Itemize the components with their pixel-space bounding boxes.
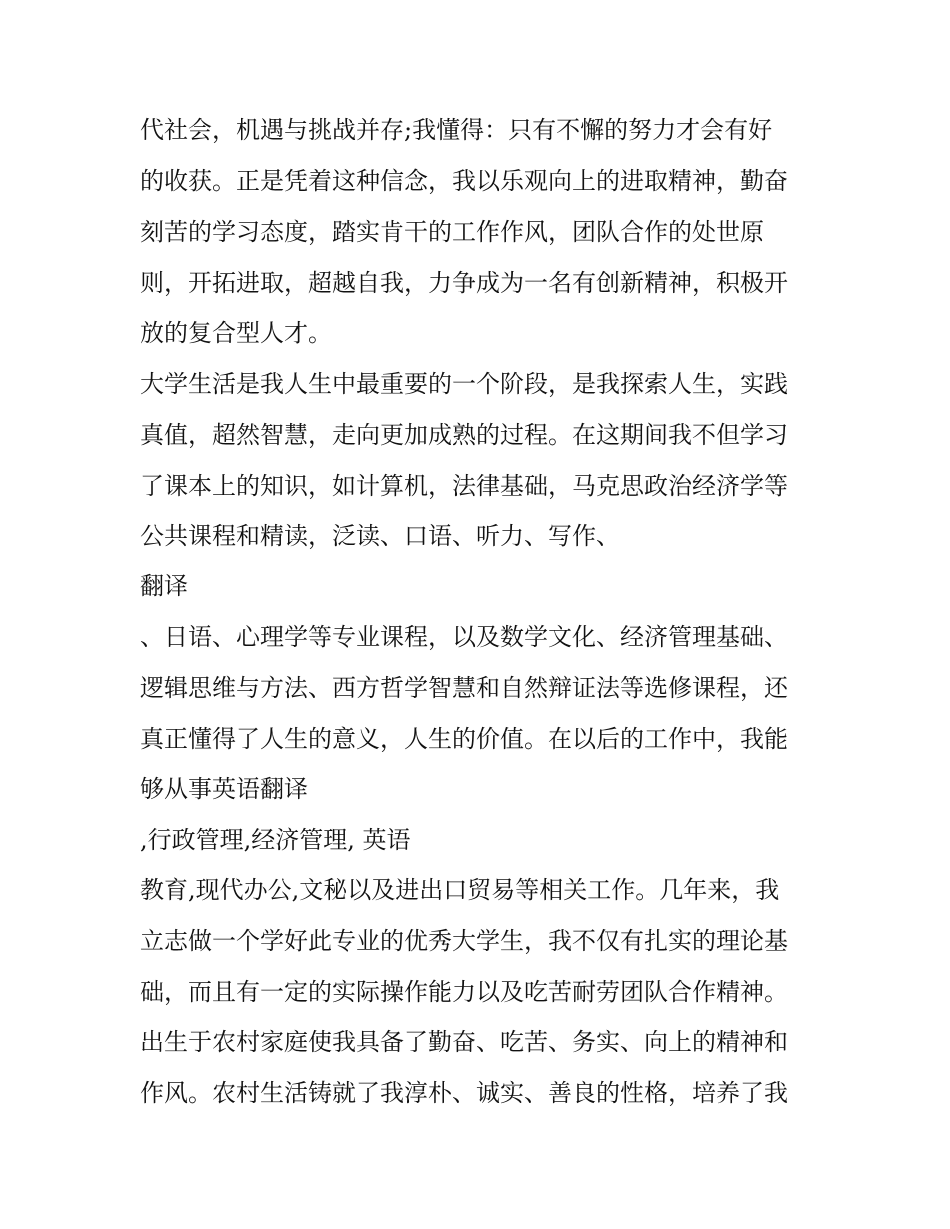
- text-line: 真正懂得了人生的意义，人生的价值。在以后的工作中，我能: [140, 725, 788, 753]
- text-line: 、日语、心理学等专业课程，以及数学文化、经济管理基础、: [140, 623, 788, 651]
- text-line: 大学生活是我人生中最重要的一个阶段，是我探索人生，实践: [140, 370, 788, 398]
- text-line: 翻译: [140, 572, 188, 600]
- text-line: 刻苦的学习态度，踏实肯干的工作作风，团队合作的处世原: [140, 218, 764, 246]
- text-line: ,行政管理,经济管理, 英语: [140, 826, 411, 854]
- text-line: 则，开拓进取，超越自我，力争成为一名有创新精神，积极开: [140, 269, 788, 297]
- text-line: 教育,现代办公,文秘以及进出口贸易等相关工作。几年来，我: [140, 876, 780, 904]
- text-line: 代社会，机遇与挑战并存;我懂得：只有不懈的努力才会有好: [140, 116, 773, 144]
- text-line: 了课本上的知识，如计算机，法律基础，马克思政治经济学等: [140, 472, 788, 500]
- text-line: 够从事英语翻译: [140, 775, 308, 803]
- text-line: 础，而且有一定的实际操作能力以及吃苦耐劳团队合作精神。: [140, 978, 788, 1006]
- text-line: 立志做一个学好此专业的优秀大学生，我不仅有扎实的理论基: [140, 927, 788, 955]
- text-line: 真值，超然智慧，走向更加成熟的过程。在这期间我不但学习: [140, 421, 788, 449]
- text-line: 作风。农村生活铸就了我淳朴、诚实、善良的性格，培养了我: [140, 1079, 788, 1107]
- text-line: 逻辑思维与方法、西方哲学智慧和自然辩证法等选修课程，还: [140, 674, 788, 702]
- text-line: 出生于农村家庭使我具备了勤奋、吃苦、务实、向上的精神和: [140, 1028, 788, 1056]
- text-line: 放的复合型人才。: [140, 319, 332, 347]
- text-line: 公共课程和精读，泛读、口语、听力、写作、: [140, 522, 620, 550]
- text-line: 的收获。正是凭着这种信念，我以乐观向上的进取精神，勤奋: [140, 167, 788, 195]
